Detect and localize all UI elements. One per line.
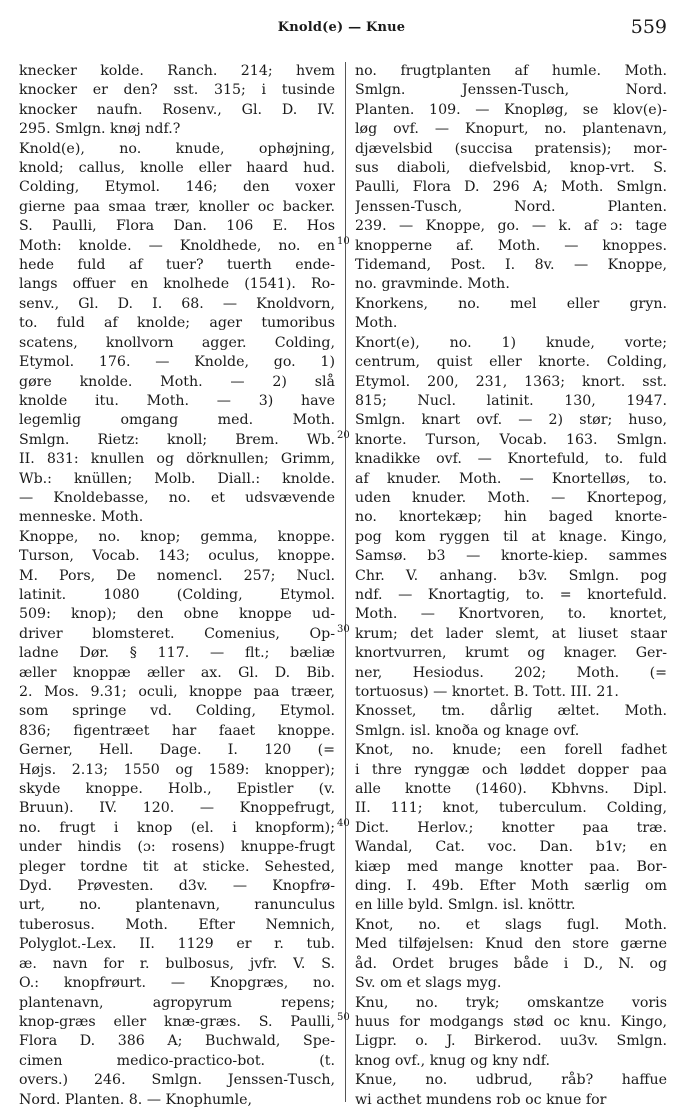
text-line: huus for modgangs stød oc knu. Kingo, <box>355 1013 667 1030</box>
text-line: Med tilføjelsen: Knud den store gærne <box>355 936 667 953</box>
right-column <box>355 62 667 1110</box>
text-line: Smlgn. Jenssen-Tusch, Nord. <box>355 82 667 99</box>
text-line: som springe vd. Colding, Etymol. <box>19 703 335 720</box>
line-number: 40 <box>337 818 350 829</box>
text-line: legemlig omgang med. Moth. <box>19 412 335 429</box>
text-line: Dict. Herlov.; knotter paa træ. <box>355 819 667 836</box>
text-line: Knold(e), no. knude, ophøjning, <box>19 140 335 157</box>
text-line: cimen medico-practico-bot. (t. <box>19 1052 335 1069</box>
text-line: tuberosus. Moth. Efter Nemnich, <box>19 916 335 933</box>
text-line: Knosset, tm. dårlig æltet. Moth. <box>355 703 667 720</box>
text-line: knecker kolde. Ranch. 214; hvem <box>19 63 335 79</box>
text-line: åd. Ordet bruges både i D., N. og <box>355 955 667 972</box>
text-line: Bruun). IV. 120. — Knoppefrugt, <box>19 800 335 817</box>
text-line: ner, Hesiodus. 202; Moth. (= <box>355 664 667 681</box>
text-line: gierne paa smaa trær, knoller oc backer. <box>19 198 335 215</box>
text-line: pleger tordne tit at sticke. Sehested, <box>19 858 335 875</box>
text-line: af knuder. Moth. — Knortelløs, to. <box>355 470 667 487</box>
text-line: sus diaboli, diefvelsbid, knop-vrt. S. <box>355 160 667 177</box>
text-line: løg ovf. — Knopurt, no. plantenavn, <box>355 121 667 138</box>
text-line: Knu, no. tryk; omskantze voris <box>355 994 667 1011</box>
text-line: 239. — Knoppe, go. — k. af ɔ: tage <box>355 218 667 235</box>
line-number: 20 <box>337 430 350 441</box>
text-line: Moth. — Knortvoren, to. knortet, <box>355 606 667 623</box>
line-number: 10 <box>337 236 350 247</box>
text-line: O.: knopfrøurt. — Knopgræs, no. <box>19 975 335 992</box>
text-line: djævelsbid (succisa pratensis); mor- <box>355 140 667 157</box>
text-line: Smlgn. knart ovf. — 2) stør; huso, <box>355 412 667 429</box>
text-line: 815; Nucl. latinit. 130, 1947. <box>355 392 667 409</box>
text-line: ladne Dør. § 117. — flt.; bæliæ <box>19 645 335 662</box>
text-line: Smlgn. Rietz: knoll; Brem. Wb. <box>19 431 335 448</box>
page-number: 559 <box>630 16 667 38</box>
text-line: M. Pors, De nomencl. 257; Nucl. <box>19 567 335 584</box>
text-line: Smlgn. isl. knoða og knage ovf. <box>355 722 580 739</box>
text-line: Wandal, Cat. voc. Dan. b1v; en <box>355 839 667 856</box>
text-line: no. knortekæp; hin baged knorte- <box>355 509 667 526</box>
text-line: 509: knop); den obne knoppe ud- <box>19 606 335 623</box>
running-head: Knold(e) — Knue <box>277 20 406 35</box>
text-line: Knue, no. udbrud, råb? haffue <box>355 1072 667 1089</box>
text-line: 2. Mos. 9.31; oculi, knoppe paa træer, <box>19 684 335 700</box>
text-line: ndf. — Knortagtig, to. = knortefuld. <box>355 586 667 603</box>
text-line: 295. Smlgn. knøj ndf.? <box>19 121 181 138</box>
text-line: Etymol. 176. — Knolde, go. 1) <box>19 354 335 371</box>
text-line: Sv. om et slags myg. <box>355 975 502 992</box>
text-line: Dyd. Prøvesten. d3v. — Knopfrø- <box>19 878 335 895</box>
text-line: knocker naufn. Rosenv., Gl. D. IV. <box>19 101 335 118</box>
text-line: 836; figentræet har faaet knoppe. <box>19 722 335 739</box>
text-line: Knoppe, no. knop; gemma, knoppe. <box>19 528 335 545</box>
text-line: skyde knoppe. Holb., Epistler (v. <box>19 781 335 798</box>
text-line: no. frugtplanten af humle. Moth. <box>355 63 667 79</box>
text-line: Colding, Etymol. 146; den voxer <box>19 179 335 196</box>
text-line: hede fuld af tuer? tuerth ende- <box>19 257 335 274</box>
text-line: langs offuer en knolhede (1541). Ro- <box>19 276 335 293</box>
text-line: knadikke ovf. — Knortefuld, to. fuld <box>355 451 667 468</box>
text-line: ding. I. 49b. Efter Moth særlig om <box>355 878 667 895</box>
text-line: æ. navn for r. bulbosus, jvfr. V. S. <box>19 955 335 972</box>
text-line: Etymol. 200, 231, 1363; knort. sst. <box>355 373 667 390</box>
text-line: II. 831: knullen og dörknullen; Grimm, <box>19 451 335 468</box>
text-line: Moth: knolde. — Knoldhede, no. en <box>19 237 335 254</box>
text-line: Chr. V. anhang. b3v. Smlgn. pog <box>355 567 667 584</box>
text-line: Samsø. b3 — knorte-kiep. sammes <box>355 548 667 565</box>
text-line: menneske. Moth. <box>19 509 144 526</box>
text-line: i thre rynggæ och løddet dopper paa <box>355 761 667 778</box>
text-line: Knot, no. et slags fugl. Moth. <box>355 916 667 933</box>
text-line: Knorkens, no. mel eller gryn. <box>355 295 667 312</box>
text-line: gøre knolde. Moth. — 2) slå <box>19 373 335 390</box>
left-column <box>19 62 335 1110</box>
text-line: no. frugt i knop (el. i knopform); <box>19 819 335 836</box>
text-line: to. fuld af knolde; ager tumoribus <box>19 315 335 332</box>
text-line: knog ovf., knug og kny ndf. <box>355 1052 551 1069</box>
text-line: urt, no. plantenavn, ranunculus <box>19 897 335 914</box>
text-line: Flora D. 386 A; Buchwald, Spe- <box>19 1033 335 1050</box>
text-line: driver blomsteret. Comenius, Op- <box>19 625 335 642</box>
text-line: Polyglot.-Lex. II. 1129 er r. tub. <box>19 936 335 953</box>
text-line: senv., Gl. D. I. 68. — Knoldvorn, <box>19 295 335 312</box>
text-line: krum; det lader slemt, at liuset staar <box>355 625 667 642</box>
text-line: Wb.: knüllen; Molb. Diall.: knolde. <box>19 470 335 487</box>
text-line: Planten. 109. — Knopløg, se klov(e)- <box>355 101 667 118</box>
text-line: pog kom ryggen til at knage. Kingo, <box>355 528 667 545</box>
text-line: wi acthet mundens rob oc knue for <box>355 1091 607 1108</box>
text-line: knorte. Turson, Vocab. 163. Smlgn. <box>355 431 667 448</box>
text-line: — Knoldebasse, no. et udsvævende <box>19 489 335 506</box>
text-line: knopperne af. Moth. — knoppes. <box>355 237 667 254</box>
text-line: under hindis (ɔ: rosens) knuppe-frugt <box>19 839 335 856</box>
text-line: S. Paulli, Flora Dan. 106 E. Hos <box>19 218 335 235</box>
text-line: latinit. 1080 (Colding, Etymol. <box>19 586 335 603</box>
text-line: knocker er den? sst. 315; i tusinde <box>19 82 335 99</box>
text-line: Turson, Vocab. 143; oculus, knoppe. <box>19 548 335 565</box>
text-line: Højs. 2.13; 1550 og 1589: knopper); <box>19 761 335 778</box>
text-line: II. 111; knot, tuberculum. Colding, <box>355 800 667 817</box>
text-line: no. gravminde. Moth. <box>355 276 510 293</box>
text-line: Paulli, Flora D. 296 A; Moth. Smlgn. <box>355 179 667 196</box>
text-line: overs.) 246. Smlgn. Jenssen-Tusch, <box>19 1072 335 1089</box>
text-line: alle knotte (1460). Kbhvns. Dipl. <box>355 781 667 798</box>
page-header <box>0 16 683 42</box>
text-line: Nord. Planten. 8. — Knophumle, <box>19 1091 253 1108</box>
text-line: Moth. <box>355 315 398 332</box>
column-divider <box>345 62 346 1102</box>
text-line: knold; callus, knolle eller haard hud. <box>19 160 335 177</box>
text-line: Knort(e), no. 1) knude, vorte; <box>355 334 667 351</box>
text-line: knop-græs eller knæ-græs. S. Paulli, <box>19 1013 335 1030</box>
text-line: Gerner, Hell. Dage. I. 120 (= <box>19 742 335 759</box>
text-line: Knot, no. knude; een forell fadhet <box>355 742 667 759</box>
text-line: scatens, knollvorn agger. Colding, <box>19 334 335 351</box>
text-line: æller knoppæ æller ax. Gl. D. Bib. <box>19 664 335 681</box>
text-line: knortvurren, krumt og knager. Ger- <box>355 645 667 662</box>
text-line: Jenssen-Tusch, Nord. Planten. <box>355 198 667 215</box>
text-line: en lille byld. Smlgn. isl. knöttr. <box>355 897 576 914</box>
text-line: centrum, quist eller knorte. Colding, <box>355 354 667 371</box>
text-line: Tidemand, Post. I. 8v. — Knoppe, <box>355 257 667 274</box>
line-number: 30 <box>337 624 350 635</box>
text-line: plantenavn, agropyrum repens; <box>19 994 335 1011</box>
text-line: tortuosus) — knortet. B. Tott. III. 21. <box>355 684 619 700</box>
text-line: kiæp med mange knotter paa. Bor- <box>355 858 667 875</box>
line-number: 50 <box>337 1012 350 1023</box>
text-line: uden knuder. Moth. — Knortepog, <box>355 489 667 506</box>
text-line: knolde itu. Moth. — 3) have <box>19 392 335 409</box>
text-line: Ligpr. o. J. Birkerod. uu3v. Smlgn. <box>355 1033 667 1050</box>
